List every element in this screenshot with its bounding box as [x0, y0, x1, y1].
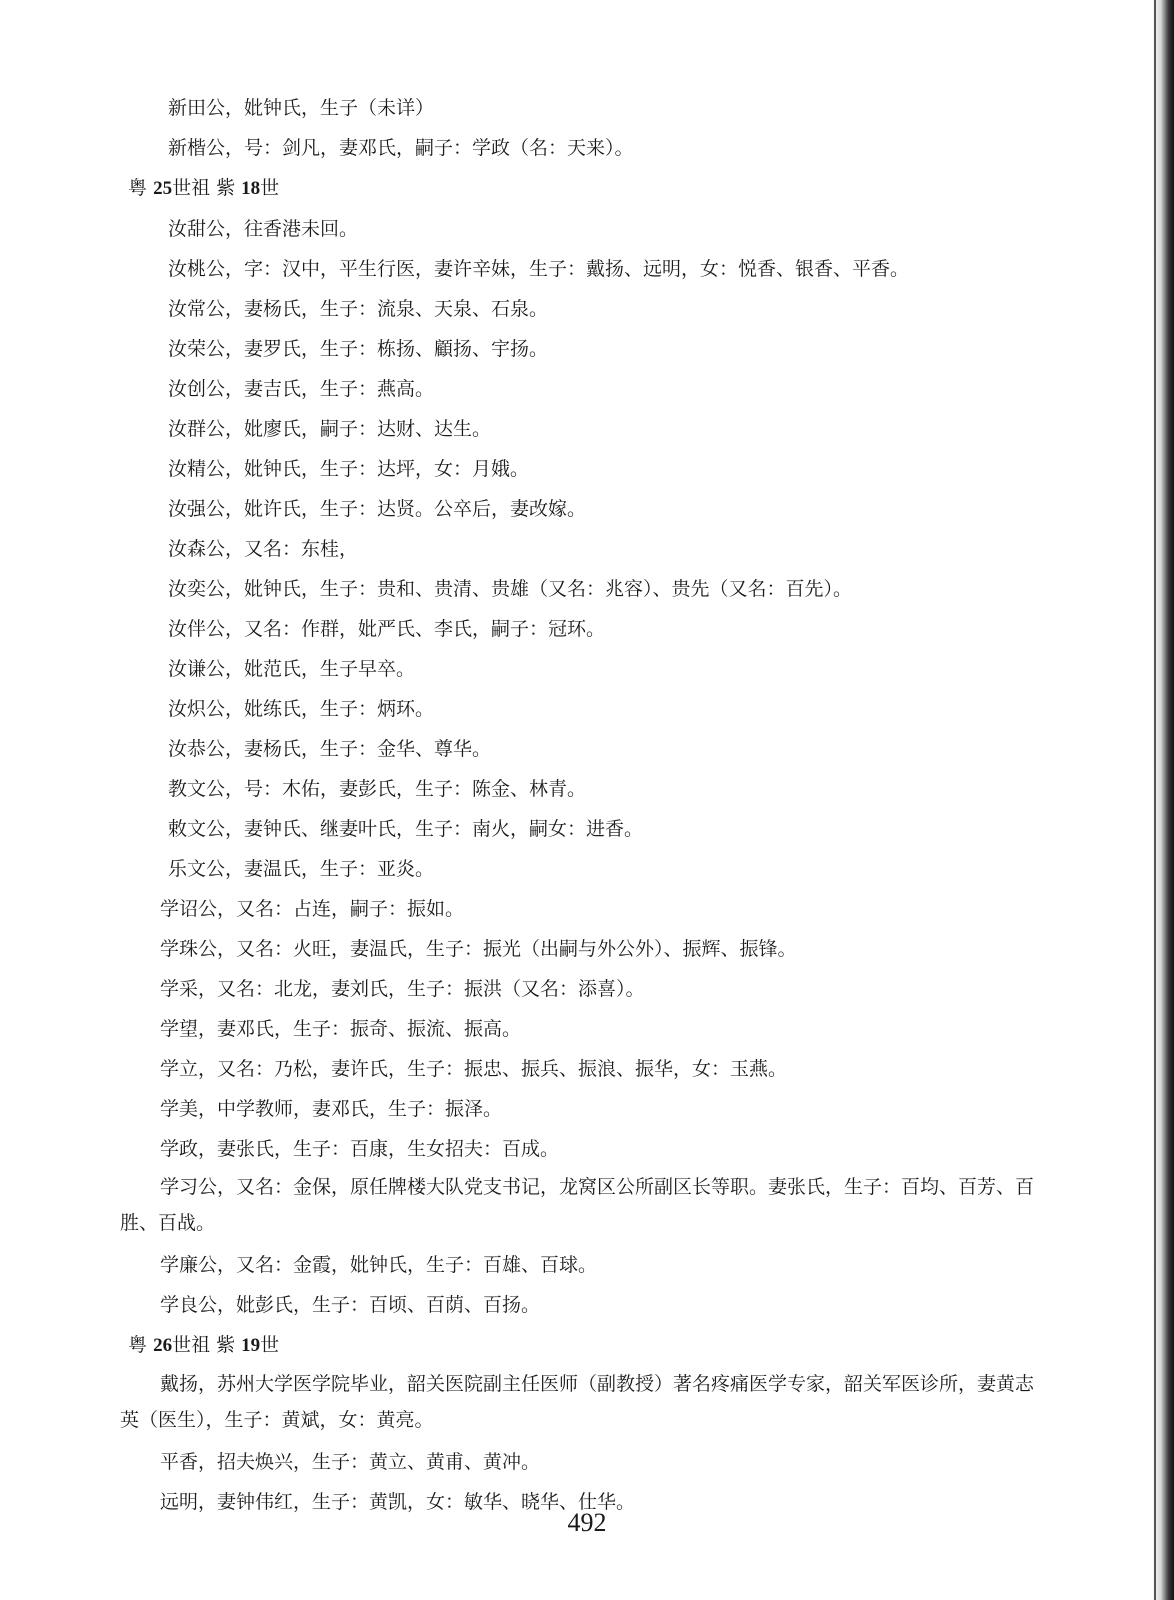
- entry-line: 汝常公，妻杨氏，生子：流泉、天泉、石泉。: [168, 298, 549, 320]
- entry-paragraph-daiyang: 戴扬，苏州大学医学院毕业，韶关医院副主任医师（副教授）著名疼痛医学专家，韶关军医诊所，妻黄志英（医生），生子：黄斌，女：黄亮。: [120, 1373, 1035, 1431]
- entry-line: 新楷公，号：剑凡，妻邓氏，嗣子：学政（名：天来）。: [168, 137, 634, 159]
- entry-line: 汝荣公，妻罗氏，生子：栋扬、顧扬、宇扬。: [168, 338, 549, 360]
- entry-line: 汝奕公，妣钟氏，生子：贵和、贵清、贵雄（又名：兆容）、贵先（又名：百先）。: [168, 578, 853, 600]
- page-number: 492: [567, 1508, 607, 1537]
- entry-line: 平香，招夫焕兴，生子：黄立、黄甫、黄冲。: [160, 1451, 541, 1473]
- heading-mid: 世祖 紫: [172, 1334, 236, 1356]
- heading-num1: 26: [153, 1335, 173, 1356]
- entry-line: 学政，妻张氏，生子：百康，生女招夫：百成。: [160, 1138, 560, 1160]
- entry-line: 汝强公，妣许氏，生子：达贤。公卒后，妻改嫁。: [168, 498, 587, 520]
- heading-mid: 世祖 紫: [172, 177, 236, 199]
- heading-num2: 18: [241, 178, 261, 199]
- document-body: [120, 88, 1060, 1522]
- entry-line: 学廉公，又名：金霞，妣钟氏，生子：百雄、百球。: [160, 1254, 598, 1276]
- scan-edge-line: [1154, 0, 1156, 1600]
- entry-line: 学诏公，又名：占连，嗣子：振如。: [160, 898, 465, 920]
- entry-line: 敕文公，妻钟氏、继妻叶氏，生子：南火，嗣女：进香。: [168, 818, 644, 840]
- entry-line: 学珠公，又名：火旺，妻温氏，生子：振光（出嗣与外公外）、振辉、振锋。: [160, 938, 797, 960]
- entry-line: 教文公，号：木佑，妻彭氏，生子：陈金、林青。: [168, 778, 587, 800]
- entry-line: 汝群公，妣廖氏，嗣子：达财、达生。: [168, 418, 492, 440]
- entry-line: 学望，妻邓氏，生子：振奇、振流、振高。: [160, 1018, 522, 1040]
- generation-heading-26: [120, 1325, 1060, 1366]
- entry-line: 学立，又名：乃松，妻许氏，生子：振忠、振兵、振浪、振华，女：玉燕。: [160, 1058, 788, 1080]
- heading-num1: 25: [153, 178, 173, 199]
- heading-prefix: 粤: [128, 1334, 148, 1356]
- entry-line: 乐文公，妻温氏，生子：亚炎。: [168, 858, 435, 880]
- entry-line: 汝伴公，又名：作群，妣严氏、李氏，嗣子：冠环。: [168, 618, 606, 640]
- heading-num2: 19: [241, 1335, 261, 1356]
- generation-heading-25: [120, 168, 1060, 209]
- entry-line: 远明，妻钟伟红，生子：黄凯，女：敏华、晓华、仕华。: [160, 1491, 636, 1513]
- entry-line: 汝创公，妻吉氏，生子：燕高。: [168, 378, 435, 400]
- entry-line: 新田公，妣钟氏，生子（未详）: [168, 97, 435, 119]
- entry-line: 汝恭公，妻杨氏，生子：金华、尊华。: [168, 738, 492, 760]
- entry-line: 汝甜公，往香港未回。: [168, 218, 359, 240]
- entry-line: 汝森公，又名：东桂，: [168, 538, 359, 560]
- heading-suffix: 世: [260, 177, 280, 199]
- entry-line: 汝谦公，妣范氏，生子早卒。: [168, 658, 416, 680]
- entry-line: 汝桃公，字：汉中，平生行医，妻许辛妹，生子：戴扬、远明，女：悦香、银香、平香。: [168, 258, 910, 280]
- entry-line: 汝精公，妣钟氏，生子：达坪，女：月娥。: [168, 458, 530, 480]
- entry-line: 学美，中学教师，妻邓氏，生子：振泽。: [160, 1098, 503, 1120]
- entry-line: 汝炽公，妣练氏，生子：炳环。: [168, 698, 435, 720]
- entry-line: 学良公，妣彭氏，生子：百顷、百荫、百扬。: [160, 1294, 541, 1316]
- heading-suffix: 世: [260, 1334, 280, 1356]
- entry-line: 学采，又名：北龙，妻刘氏，生子：振洪（又名：添喜）。: [160, 978, 645, 1000]
- entry-paragraph-xuexi: 学习公，又名：金保，原任牌楼大队党支书记，龙窝区公所副区长等职。妻张氏，生子：百均、百芳、百胜、百战。: [120, 1176, 1035, 1234]
- heading-prefix: 粤: [128, 177, 148, 199]
